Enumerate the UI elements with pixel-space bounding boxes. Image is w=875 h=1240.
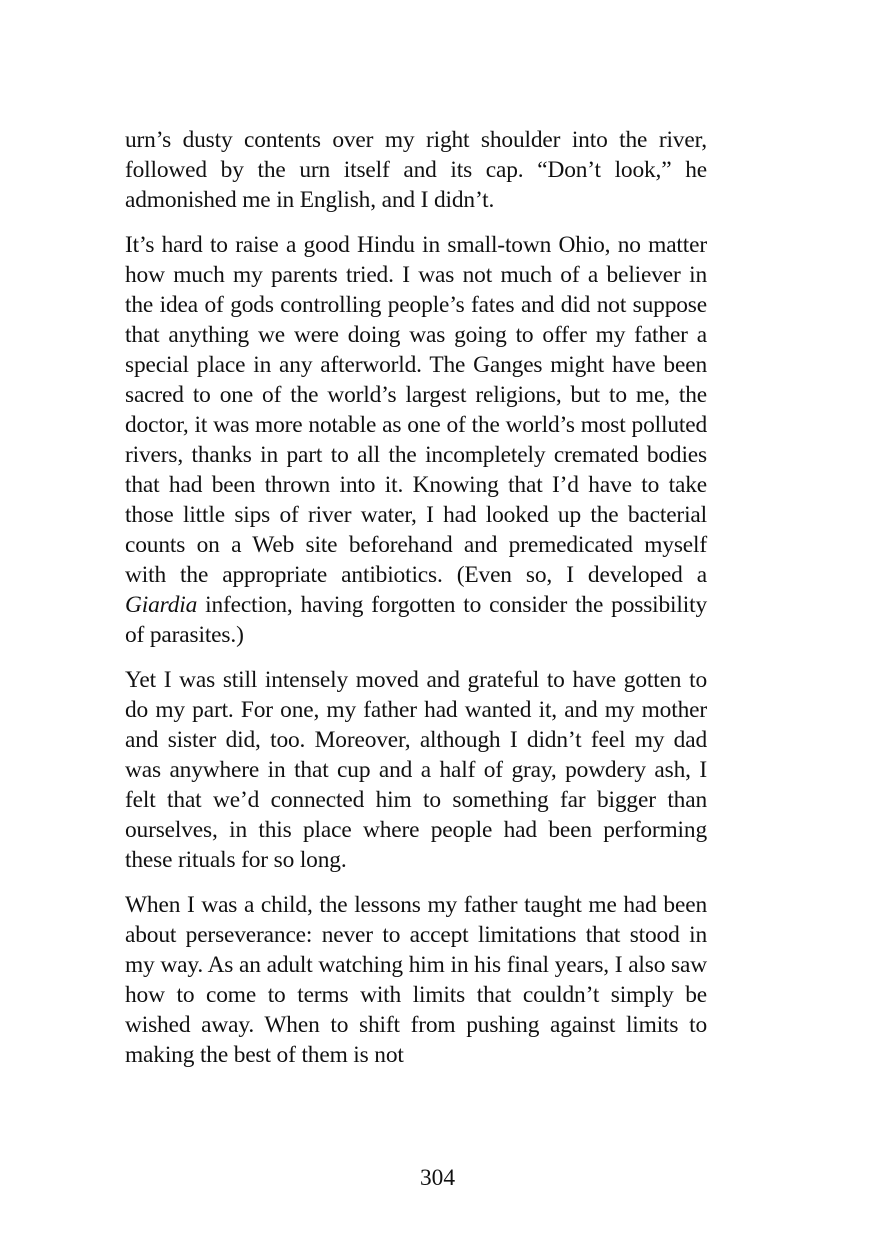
paragraph-2-text-after: infection, having forgotten to consider the possibility of parasites.) [125, 592, 707, 648]
paragraph-1: urn’s dusty contents over my right shoulder into the river, followed by the urn itself and its cap. “Don’t look,” he admonished me in English, and I didn’t. [125, 127, 707, 213]
page-number: 304 [419, 1165, 456, 1191]
paragraph-2 [125, 230, 707, 650]
paragraph-4: When I was a child, the lessons my father taught me had been about perseverance: never to accept limitations that stood in my way. As an adult watching him in his final years, I also saw how to come to terms with limits that couldn’t simply be wished away. When to shift from pushing against limits to making the best of them is not [125, 892, 707, 1068]
paragraph-3: Yet I was still intensely moved and grateful to have gotten to do my part. For one, my father had wanted it, and my mother and sister did, too. Moreover, although I didn’t feel my dad was anywhere in that cup and a half of gray, powdery ash, I felt that we’d connected him to something far bigger than ourselves, in this place where people had been performing these rituals for so long. [125, 667, 707, 873]
body-text [125, 125, 707, 1070]
paragraph-2-text-before: It’s hard to raise a good Hindu in small-town Ohio, no matter how much my parents tried. I was not much of a believer in the idea of gods controlling people’s fates and did not suppose that anything we were doing was going to offer my father a special place in any afterworld. The Ganges might have been sacred to one of the world’s largest religions, but to me, the doctor, it was more notable as one of the world’s most polluted rivers, thanks in part to all the incompletely cremated bodies that had been thrown into it. Knowing that I’d have to take those little sips of river water, I had looked up the bacterial counts on a Web site beforehand and premedicated myself with the appropriate antibiotics. (Even so, I developed a [125, 232, 707, 588]
paragraph-2-italic-term: Giardia [125, 592, 198, 618]
